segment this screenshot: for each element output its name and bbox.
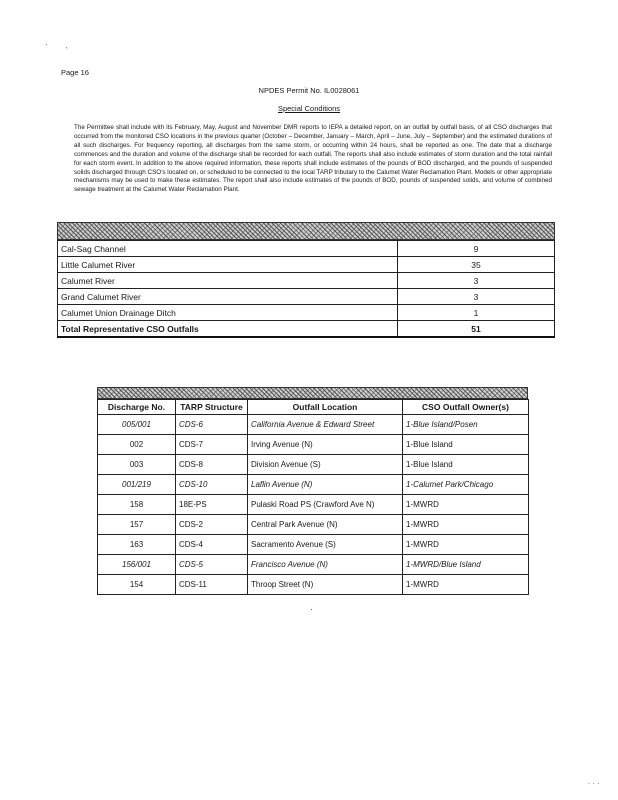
- tarp-structure: CDS-10: [176, 475, 248, 495]
- outfall-owner: 1-Blue Island/Posen: [403, 415, 529, 435]
- tarp-structure: CDS-8: [176, 455, 248, 475]
- discharge-number: 163: [98, 535, 176, 555]
- outfall-location: Irving Avenue (N): [248, 435, 403, 455]
- table-row: [58, 289, 555, 305]
- outfall-location: Central Park Avenue (N): [248, 515, 403, 535]
- total-value: 51: [398, 321, 555, 338]
- outfall-count: 3: [398, 289, 555, 305]
- tarp-structure: CDS-11: [176, 575, 248, 595]
- table-row: [98, 455, 529, 475]
- table-row: [98, 515, 529, 535]
- col-tarp-structure: TARP Structure: [176, 400, 248, 415]
- table-row: [98, 535, 529, 555]
- outfall-location: Francisco Avenue (N): [248, 555, 403, 575]
- table-row: [98, 575, 529, 595]
- outfall-owner: 1-MWRD: [403, 495, 529, 515]
- outfall-count: 9: [398, 241, 555, 257]
- table-row: [98, 475, 529, 495]
- receiving-water-name: Grand Calumet River: [58, 289, 398, 305]
- total-row: [58, 321, 555, 338]
- scan-speck: ·: [310, 605, 313, 614]
- outfall-location: Sacramento Avenue (S): [248, 535, 403, 555]
- table-row: [58, 257, 555, 273]
- outfall-location: California Avenue & Edward Street: [248, 415, 403, 435]
- discharge-number: 157: [98, 515, 176, 535]
- outfall-owner: 1-MWRD: [403, 515, 529, 535]
- total-label: Total Representative CSO Outfalls: [58, 321, 398, 338]
- outfall-count: 35: [398, 257, 555, 273]
- section-title: Special Conditions: [277, 104, 341, 113]
- table-row: [98, 415, 529, 435]
- tarp-structure: CDS-2: [176, 515, 248, 535]
- receiving-water-name: Calumet Union Drainage Ditch: [58, 305, 398, 321]
- discharge-number: 158: [98, 495, 176, 515]
- outfall-location: Division Avenue (S): [248, 455, 403, 475]
- discharge-number: 156/001: [98, 555, 176, 575]
- discharge-number: 154: [98, 575, 176, 595]
- table-row: [58, 273, 555, 289]
- discharge-number: 001/219: [98, 475, 176, 495]
- col-outfall-location: Outfall Location: [248, 400, 403, 415]
- tarp-structure: 18E-PS: [176, 495, 248, 515]
- table-row: [98, 555, 529, 575]
- tarp-structure: CDS-4: [176, 535, 248, 555]
- outfalls-table: [97, 387, 528, 595]
- outfall-owner: 1-MWRD: [403, 535, 529, 555]
- receiving-water-name: Calumet River: [58, 273, 398, 289]
- discharge-number: 003: [98, 455, 176, 475]
- table-row: [98, 495, 529, 515]
- scan-speck: ˙ ˙ ˙: [588, 782, 601, 791]
- scan-speck: · ˎ: [45, 40, 69, 49]
- outfall-count: 3: [398, 273, 555, 289]
- receiving-water-name: Cal-Sag Channel: [58, 241, 398, 257]
- receiving-water-name: Little Calumet River: [58, 257, 398, 273]
- outfall-location: Laflin Avenue (N): [248, 475, 403, 495]
- table-row: [58, 305, 555, 321]
- outfall-owner: 1-MWRD/Blue Island: [403, 555, 529, 575]
- permit-number: NPDES Permit No. IL0028061: [258, 86, 360, 95]
- outfall-owner: 1-Blue Island: [403, 455, 529, 475]
- discharge-number: 002: [98, 435, 176, 455]
- outfall-owner: 1-Blue Island: [403, 435, 529, 455]
- special-condition-paragraph: The Permittee shall include with its February, May, August and November DMR reports to IEPA a detailed report, on an outfall by outfall basis, of all CSO discharges that occurred from the monitored CSO locations in the previous quarter (October – December, January – March, April – June, July – September) and the estimated durations of all such discharges. For frequency reporting, all discharges from the same storm, or occurring within 24 hours, shall be reported as one. The date that a discharge commences and the duration and volume of the discharge shall be recorded for each outfall. The reports shall also include estimates of storm duration and the total rainfall for each storm event. In addition to the above required information, these reports shall include estimates of the pounds of BOD discharged, and the pounds of suspended solids discharged through CSO's located on, or scheduled to be connected to the local TARP tributary to the Calumet Water Reclamation Plant. Models or other appropriate mechanisms may be used to make these estimates. The report shall also include estimates of the pounds of BOD, pounds of suspended solids, and volume of combined sewage treatment at the Calumet Water Reclamation Plant.: [74, 124, 552, 194]
- tarp-structure: CDS-6: [176, 415, 248, 435]
- table-row: [98, 435, 529, 455]
- table-header-band: [57, 222, 555, 240]
- outfall-location: Throop Street (N): [248, 575, 403, 595]
- outfall-owner: 1-Calumet Park/Chicago: [403, 475, 529, 495]
- tarp-structure: CDS-7: [176, 435, 248, 455]
- table-row: [58, 241, 555, 257]
- col-discharge-no: Discharge No.: [98, 400, 176, 415]
- outfall-location: Pulaski Road PS (Crawford Ave N): [248, 495, 403, 515]
- col-outfall-owner: CSO Outfall Owner(s): [403, 400, 529, 415]
- tarp-structure: CDS-5: [176, 555, 248, 575]
- table-header-band: [97, 387, 528, 399]
- discharge-number: 005/001: [98, 415, 176, 435]
- outfall-owner: 1-MWRD: [403, 575, 529, 595]
- receiving-waters-table: [57, 222, 555, 338]
- outfall-count: 1: [398, 305, 555, 321]
- page-number: Page 16: [61, 68, 89, 77]
